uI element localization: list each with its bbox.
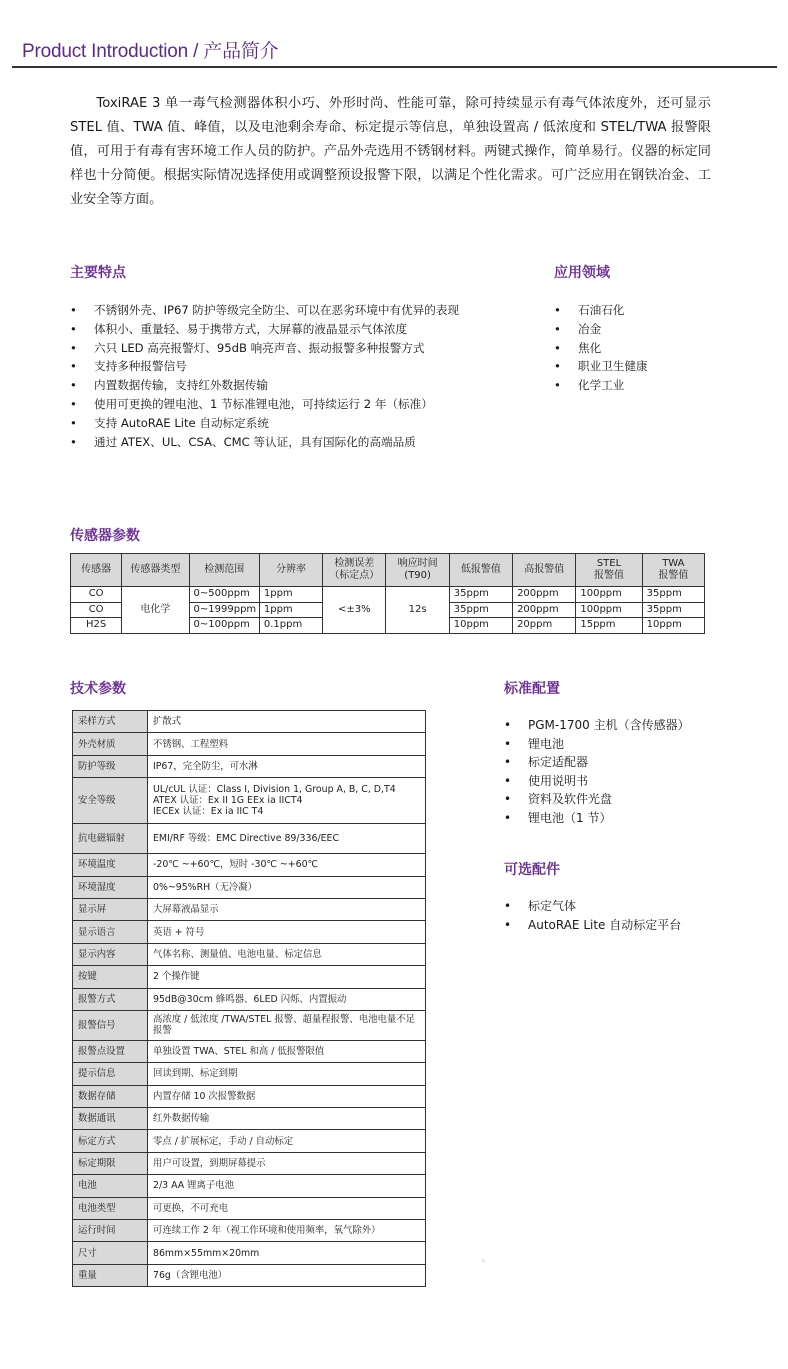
sensor-title: 传感器参数 <box>70 528 140 544</box>
optional-title: 可选配件 <box>504 862 560 878</box>
tech-row <box>73 1197 426 1219</box>
applications-list <box>554 301 754 395</box>
sensor-range: 0~100ppm <box>189 618 259 634</box>
tech-value: 扩散式 <box>148 711 426 733</box>
tech-value: 气体名称、测量值、电池电量、标定信息 <box>148 943 426 965</box>
tech-row <box>73 988 426 1010</box>
tech-value: 高浓度 / 低浓度 /TWA/STEL 报警、超量程报警、电池电量不足报警 <box>148 1010 426 1040</box>
feature-item: • 不锈钢外壳、IP67 防护等级完全防尘、可以在恶劣环境中有优异的表现 <box>70 301 480 320</box>
feature-item: • 六只 LED 高亮报警灯、95dB 响亮声音、振动报警多种报警方式 <box>70 339 480 358</box>
sensor-header-cell: STEL 报警值 <box>576 554 642 587</box>
footnote-mark: 。 <box>482 1254 490 1263</box>
tech-table <box>72 710 426 1287</box>
features-list <box>70 301 480 451</box>
sensor-header-cell: 传感器 <box>71 554 122 587</box>
tech-key: 防护等级 <box>73 755 148 777</box>
tech-key: 电池类型 <box>73 1197 148 1219</box>
tech-value: UL/cUL 认证：Class I, Division 1, Group A, B, C, D,T4 ATEX 认证：Ex II 1G EEx ia IICT4 IECEx 认证：Ex ia IIC T4 <box>148 778 426 824</box>
tech-row <box>73 921 426 943</box>
application-item: • 石油石化 <box>554 301 754 320</box>
tech-value: 英语 + 符号 <box>148 921 426 943</box>
features-title: 主要特点 <box>70 265 126 281</box>
sensor-header-cell: 高报警值 <box>513 554 576 587</box>
standard-title: 标准配置 <box>504 681 560 697</box>
tech-key: 标定期限 <box>73 1152 148 1174</box>
tech-key: 环境湿度 <box>73 876 148 898</box>
tech-value: 86mm×55mm×20mm <box>148 1242 426 1264</box>
tech-row <box>73 1242 426 1264</box>
tech-value: 2/3 AA 锂离子电池 <box>148 1175 426 1197</box>
sensor-high-alarm: 20ppm <box>513 618 576 634</box>
sensor-stel: 100ppm <box>576 602 642 618</box>
tech-key: 安全等级 <box>73 778 148 824</box>
application-item: • 冶金 <box>554 320 754 339</box>
tech-row <box>73 1063 426 1085</box>
tech-row <box>73 876 426 898</box>
tech-key: 报警信号 <box>73 1010 148 1040</box>
tech-row <box>73 1175 426 1197</box>
standard-item: • 锂电池 <box>504 735 764 754</box>
tech-row <box>73 1220 426 1242</box>
application-item: • 焦化 <box>554 339 754 358</box>
standard-item: • 使用说明书 <box>504 772 764 791</box>
sensor-twa: 35ppm <box>642 587 704 603</box>
tech-key: 采样方式 <box>73 711 148 733</box>
sensor-table <box>70 553 705 634</box>
tech-key: 显示语言 <box>73 921 148 943</box>
tech-value: 0%~95%RH（无冷凝） <box>148 876 426 898</box>
feature-item: • 体积小、重量轻、易于携带方式，大屏幕的液晶显示气体浓度 <box>70 320 480 339</box>
tech-value: 2 个操作键 <box>148 966 426 988</box>
tech-value: 不锈钢、工程塑料 <box>148 733 426 755</box>
tech-key: 外壳材质 <box>73 733 148 755</box>
sensor-high-alarm: 200ppm <box>513 602 576 618</box>
tech-key: 按键 <box>73 966 148 988</box>
optional-item: • AutoRAE Lite 自动标定平台 <box>504 916 764 935</box>
sensor-header-cell: 检测误差 （标定点） <box>323 554 386 587</box>
tech-key: 报警方式 <box>73 988 148 1010</box>
applications-title: 应用领域 <box>554 265 610 281</box>
sensor-header-cell: 检测范围 <box>189 554 259 587</box>
header-divider <box>12 66 777 68</box>
tech-row <box>73 854 426 876</box>
tech-row <box>73 898 426 920</box>
tech-value: 76g（含锂电池） <box>148 1264 426 1286</box>
sensor-range: 0~500ppm <box>189 587 259 603</box>
intro-paragraph: ToxiRAE 3 单一毒气检测器体积小巧、外形时尚、性能可靠，除可持续显示有毒气体浓度外，还可显示 STEL 值、TWA 值、峰值，以及电池剩余寿命、标定提示等信息，单独设置高 / 低浓度和 STEL/TWA 报警限值，可用于有毒有害环境工作人员的防护。产品外壳选用不锈钢材料。两键式操作，简单易行。仪器的标定同样也十分简便。根据实际情况选择使用或调整预设报警下限，以满足个性化需求。可广泛应用在钢铁冶金、工业安全等方面。 <box>70 96 711 207</box>
tech-row <box>73 1152 426 1174</box>
sensor-name: CO <box>71 587 122 603</box>
standard-item: • PGM-1700 主机（含传感器） <box>504 716 764 735</box>
tech-key: 标定方式 <box>73 1130 148 1152</box>
tech-key: 重量 <box>73 1264 148 1286</box>
tech-row <box>73 1010 426 1040</box>
feature-item: • 使用可更换的锂电池、1 节标准锂电池，可持续运行 2 年（标准） <box>70 395 480 414</box>
feature-item: • 通过 ATEX、UL、CSA、CMC 等认证，具有国际化的高端品质 <box>70 433 480 452</box>
sensor-name: H2S <box>71 618 122 634</box>
tech-value: 可更换，不可充电 <box>148 1197 426 1219</box>
tech-key: 运行时间 <box>73 1220 148 1242</box>
sensor-header-row <box>71 554 705 587</box>
sensor-header-cell: 低报警值 <box>449 554 512 587</box>
tech-key: 提示信息 <box>73 1063 148 1085</box>
tech-value: IP67，完全防尘，可水淋 <box>148 755 426 777</box>
sensor-header-cell: TWA 报警值 <box>642 554 704 587</box>
tech-key: 电池 <box>73 1175 148 1197</box>
feature-item: • 支持 AutoRAE Lite 自动标定系统 <box>70 414 480 433</box>
tech-title: 技术参数 <box>70 681 126 697</box>
sensor-twa: 35ppm <box>642 602 704 618</box>
sensor-header-cell: 分辨率 <box>259 554 322 587</box>
tech-row <box>73 1264 426 1286</box>
tech-row <box>73 1108 426 1130</box>
tech-value: 零点 / 扩展标定，手动 / 自动标定 <box>148 1130 426 1152</box>
sensor-resolution: 0.1ppm <box>259 618 322 634</box>
sensor-name: CO <box>71 602 122 618</box>
standard-item: • 标定适配器 <box>504 753 764 772</box>
tech-value: 可连续工作 2 年（视工作环境和使用频率，氧气除外） <box>148 1220 426 1242</box>
tech-row <box>73 1040 426 1062</box>
tech-key: 显示内容 <box>73 943 148 965</box>
tech-key: 报警点设置 <box>73 1040 148 1062</box>
sensor-header-cell: 响应时间 (T90) <box>386 554 449 587</box>
tech-key: 数据通讯 <box>73 1108 148 1130</box>
standard-list <box>504 716 764 827</box>
sensor-stel: 100ppm <box>576 587 642 603</box>
sensor-response: 12s <box>386 587 449 634</box>
optional-item: • 标定气体 <box>504 897 764 916</box>
tech-key: 显示屏 <box>73 898 148 920</box>
sensor-low-alarm: 35ppm <box>449 587 512 603</box>
application-item: • 职业卫生健康 <box>554 357 754 376</box>
tech-row <box>73 1085 426 1107</box>
sensor-row <box>71 587 705 603</box>
tech-key: 抗电磁辐射 <box>73 824 148 854</box>
tech-key: 数据存储 <box>73 1085 148 1107</box>
tech-row <box>73 1130 426 1152</box>
standard-item: • 锂电池（1 节） <box>504 809 764 828</box>
sensor-resolution: 1ppm <box>259 602 322 618</box>
tech-value: 95dB@30cm 蜂鸣器、6LED 闪烁、内置振动 <box>148 988 426 1010</box>
sensor-low-alarm: 35ppm <box>449 602 512 618</box>
tech-row <box>73 966 426 988</box>
sensor-resolution: 1ppm <box>259 587 322 603</box>
optional-list <box>504 897 764 934</box>
tech-value: 用户可设置，到期屏幕提示 <box>148 1152 426 1174</box>
application-item: • 化学工业 <box>554 376 754 395</box>
tech-value: 内置存储 10 次报警数据 <box>148 1085 426 1107</box>
tech-value: EMI/RF 等级：EMC Directive 89/336/EEC <box>148 824 426 854</box>
sensor-range: 0~1999ppm <box>189 602 259 618</box>
tech-row <box>73 943 426 965</box>
page-title: Product Introduction / 产品简介 <box>22 41 279 62</box>
sensor-accuracy: <±3% <box>323 587 386 634</box>
tech-value: 红外数据传输 <box>148 1108 426 1130</box>
tech-row <box>73 755 426 777</box>
tech-row <box>73 733 426 755</box>
sensor-stel: 15ppm <box>576 618 642 634</box>
sensor-header-cell: 传感器类型 <box>122 554 189 587</box>
tech-row <box>73 711 426 733</box>
tech-value: 大屏幕液晶显示 <box>148 898 426 920</box>
tech-value: 回读到期、标定到期 <box>148 1063 426 1085</box>
feature-item: • 支持多种报警信号 <box>70 357 480 376</box>
sensor-high-alarm: 200ppm <box>513 587 576 603</box>
standard-item: • 资料及软件光盘 <box>504 790 764 809</box>
tech-row <box>73 778 426 824</box>
tech-value: 单独设置 TWA、STEL 和高 / 低报警限值 <box>148 1040 426 1062</box>
sensor-type: 电化学 <box>122 587 189 634</box>
tech-value: -20℃ ~+60℃，短时 -30℃ ~+60℃ <box>148 854 426 876</box>
sensor-twa: 10ppm <box>642 618 704 634</box>
tech-row <box>73 824 426 854</box>
tech-key: 环境温度 <box>73 854 148 876</box>
tech-key: 尺寸 <box>73 1242 148 1264</box>
feature-item: • 内置数据传输，支持红外数据传输 <box>70 376 480 395</box>
sensor-low-alarm: 10ppm <box>449 618 512 634</box>
